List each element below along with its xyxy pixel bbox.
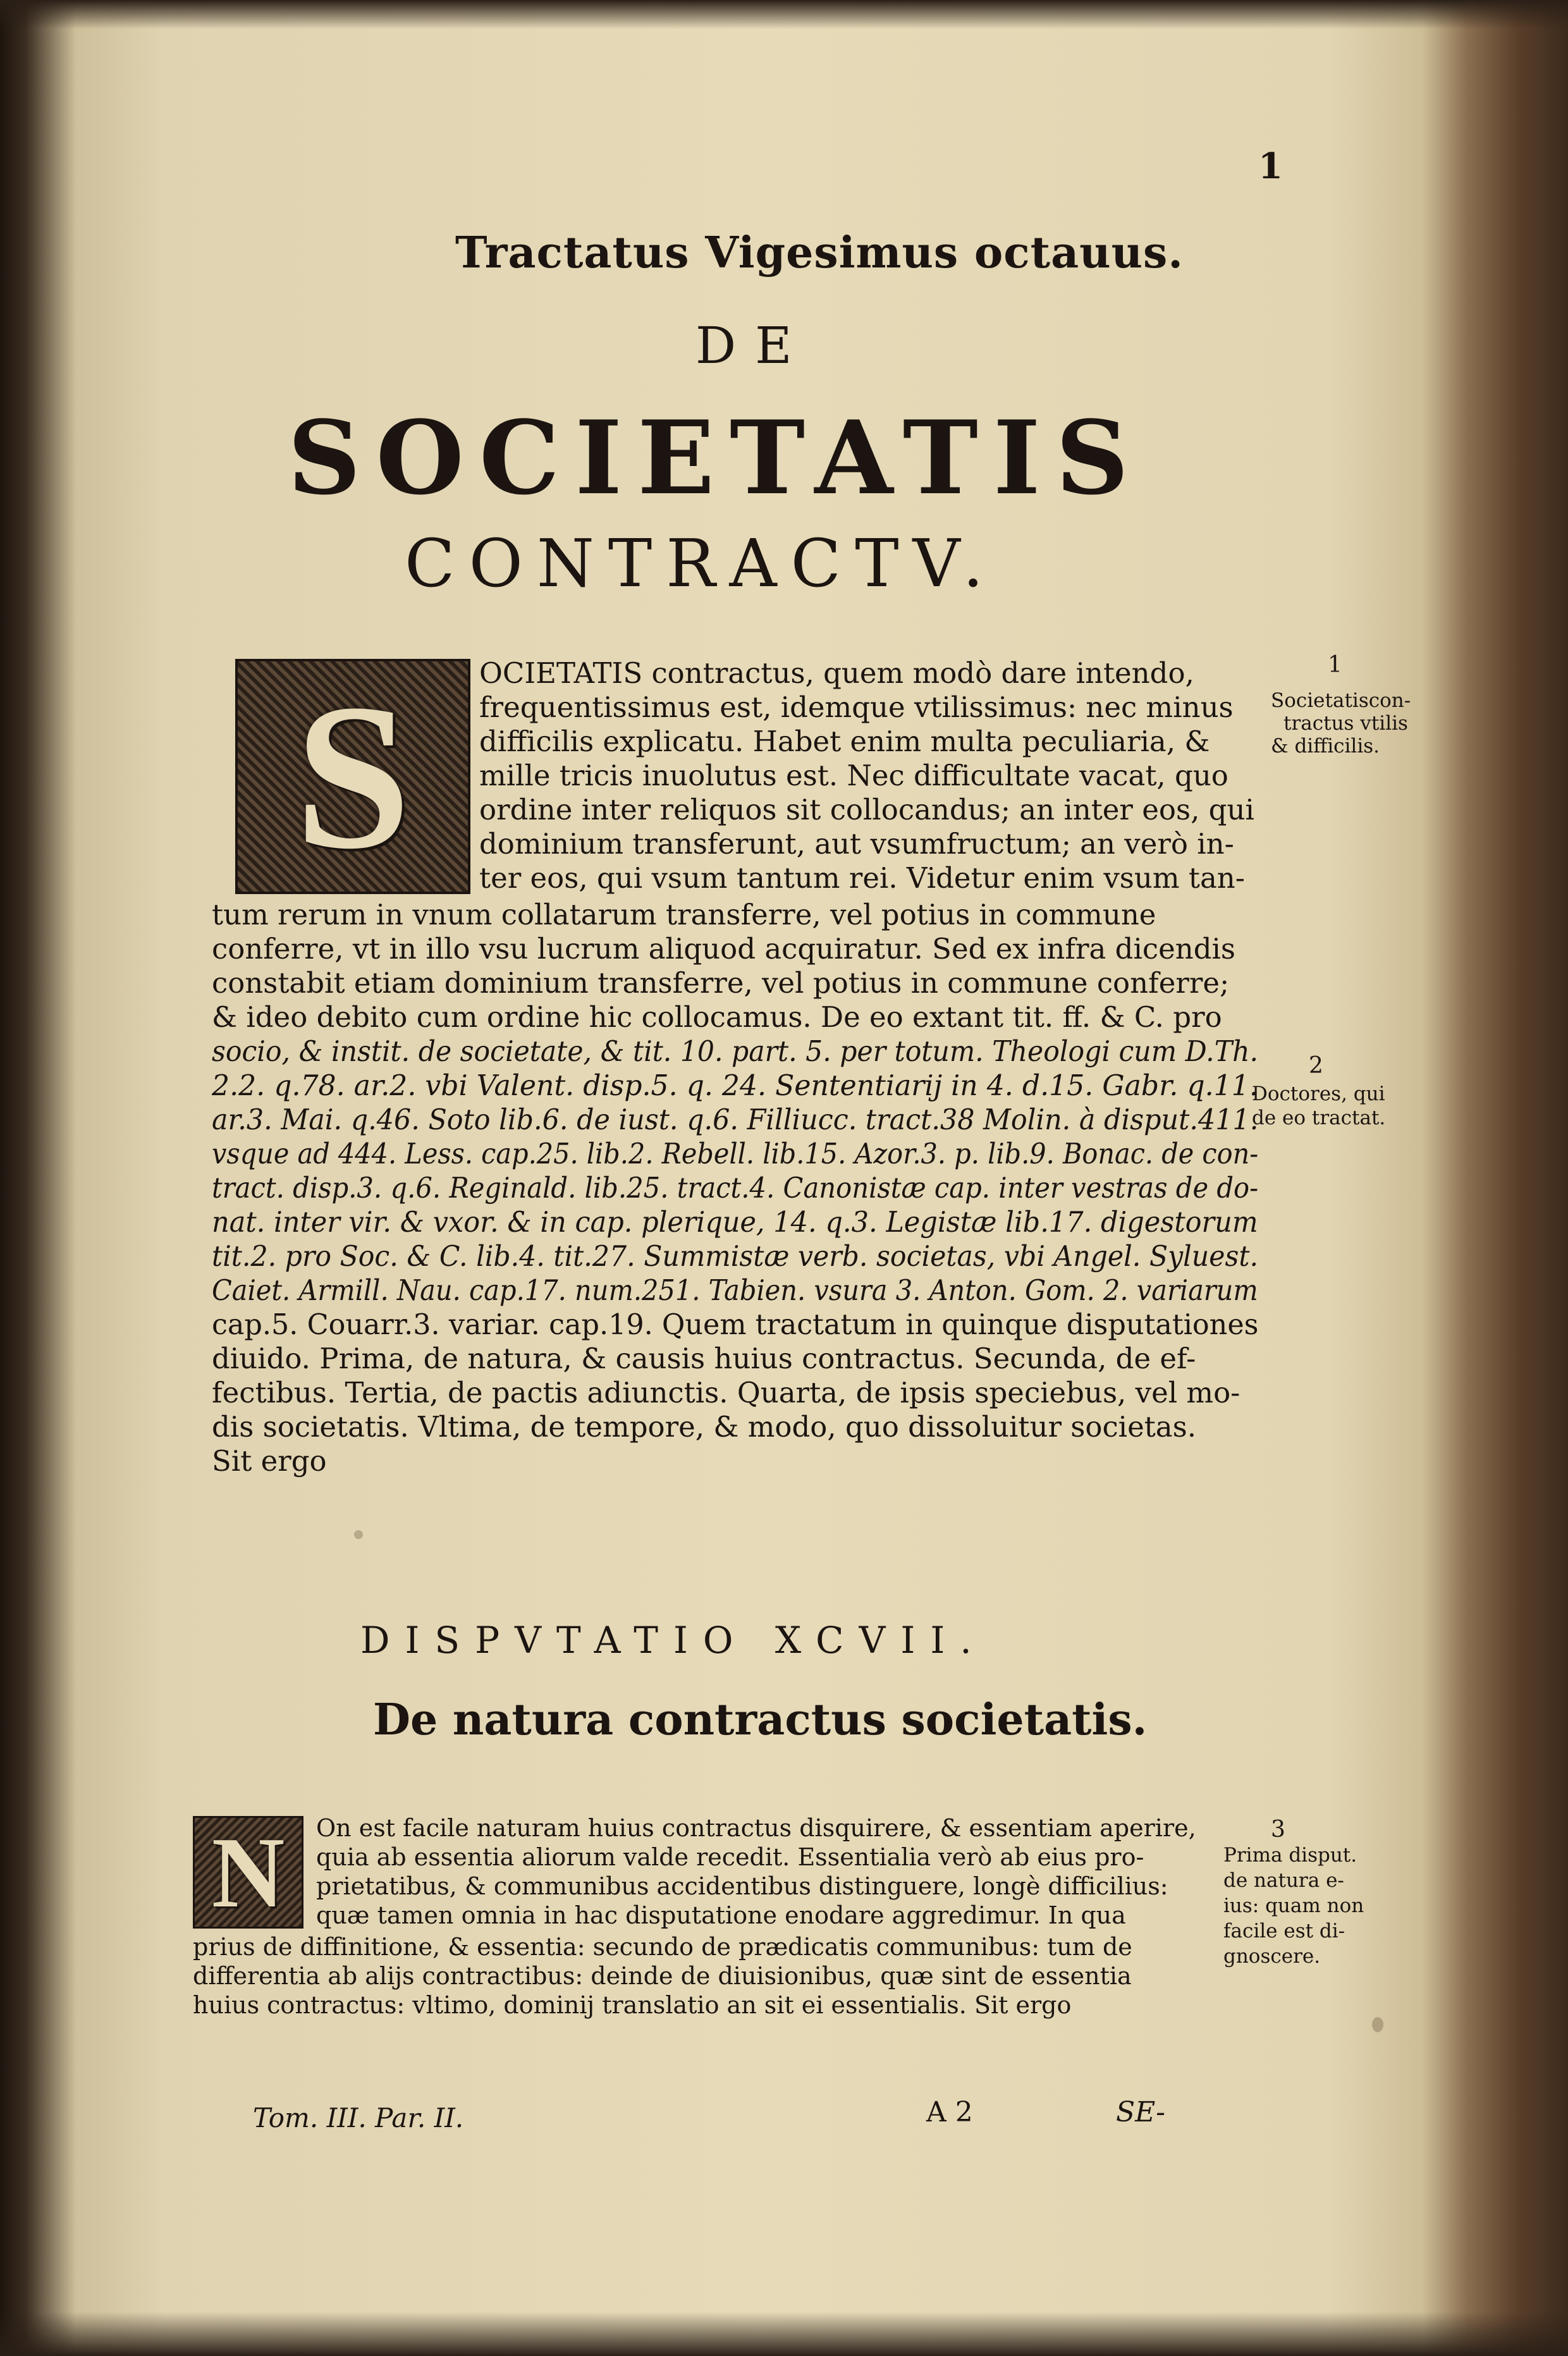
text-line: 2.2. q.78. ar.2. vbi Valent. disp.5. q. 24. Sententiarij in 4. d.15. Gabr. q.11. — [212, 1069, 1258, 1102]
disputatio-heading: DISPVTATIO XCVII. — [360, 1619, 987, 1662]
text-line: dis societatis. Vltima, de tempore, & modo, quo dissoluitur societas. — [212, 1410, 1197, 1444]
title-societatis: SOCIETATIS — [288, 398, 1144, 517]
text-line: vsque ad 444. Less. cap.25. lib.2. Rebell. lib.15. Azor.3. p. lib.9. Bonac. de con- — [212, 1137, 1259, 1170]
text-line: prietatibus, & communibus accidentibus distinguere, longè difficilius: — [316, 1872, 1168, 1900]
margin-note-number: 3 — [1271, 1817, 1285, 1843]
margin-note-line: de eo tractat. — [1252, 1107, 1386, 1129]
text-line: socio, & instit. de societate, & tit. 10. part. 5. per totum. Theologi cum D.Th. — [212, 1034, 1259, 1068]
margin-note-line: de natura e- — [1223, 1869, 1344, 1892]
text-line: mille tricis inuolutus est. Nec difficultate vacat, quo — [479, 759, 1228, 792]
text-line: difficilis explicatu. Habet enim multa peculiaria, & — [479, 725, 1210, 758]
footer-catchword: SE- — [1116, 2096, 1165, 2128]
footer-volume: Tom. III. Par. II. — [253, 2102, 464, 2133]
margin-note-line: Doctores, qui — [1252, 1083, 1385, 1105]
margin-note-line: facile est di- — [1223, 1920, 1345, 1942]
text-line: ar.3. Mai. q.46. Soto lib.6. de iust. q.6. Filliucc. tract.38 Molin. à disput.411. — [212, 1103, 1259, 1136]
dropcap2-letter: N — [211, 1815, 285, 1929]
text-line: On est facile naturam huius contractus disquirere, & essentiam aperire, — [316, 1814, 1196, 1842]
margin-note-line: Prima disput. — [1223, 1844, 1357, 1867]
text-line: tum rerum in vnum collatarum transferre, vel potius in commune — [212, 898, 1156, 931]
ink-spot — [354, 1530, 363, 1539]
margin-note-line: ius: quam non — [1223, 1894, 1364, 1917]
tractatus-title: Tractatus Vigesimus octauus. — [455, 228, 1184, 278]
text-line: nat. inter vir. & vxor. & in cap. plerique, 14. q.3. Legistæ lib.17. digestorum — [212, 1205, 1258, 1239]
margin-note-number: 2 — [1309, 1053, 1323, 1079]
margin-note-line: Societatiscon- — [1271, 689, 1411, 712]
title-contractu: CONTRACTV. — [405, 525, 998, 602]
text-line: ter eos, qui vsum tantum rei. Videtur enim vsum tan- — [479, 861, 1245, 895]
text-line: conferre, vt in illo vsu lucrum aliquod acquiratur. Sed ex infra dicendis — [212, 932, 1235, 966]
footer-signature: A 2 — [926, 2096, 973, 2128]
text-line: frequentissimus est, idemque vtilissimus: nec minus — [479, 690, 1234, 724]
text-line: cap.5. Couarr.3. variar. cap.19. Quem tractatum in quinque disputationes — [212, 1308, 1259, 1341]
ornamental-initial-n — [193, 1816, 303, 1929]
text-line: OCIETATIS contractus, quem modò dare intendo, — [479, 656, 1194, 690]
page-number: 1 — [1258, 145, 1283, 187]
page-bottom-shadow — [0, 2312, 1568, 2356]
text-line: quæ tamen omnia in hac disputatione enodare aggredimur. In qua — [316, 1901, 1126, 1929]
ink-spot — [1372, 2017, 1383, 2032]
ornamental-initial-s — [235, 659, 470, 894]
text-line: quia ab essentia aliorum valde recedit. Essentialia verò ab eius pro- — [316, 1843, 1144, 1871]
text-line: fectibus. Tertia, de pactis adiunctis. Quarta, de ipsis speciebus, vel mo- — [212, 1376, 1240, 1409]
margin-note-line: & difficilis. — [1271, 735, 1380, 758]
text-line: Sit ergo — [212, 1444, 327, 1478]
text-line: differentia ab alijs contractibus: deinde de diuisionibus, quæ sint de essentia — [193, 1962, 1132, 1990]
text-line: dominium transferunt, aut vsumfructum; an verò in- — [479, 827, 1234, 861]
margin-note-line: tractus vtilis — [1283, 712, 1408, 735]
margin-note-number: 1 — [1328, 652, 1342, 678]
text-line: tit.2. pro Soc. & C. lib.4. tit.27. Summistæ verb. societas, vbi Angel. Syluest. — [212, 1239, 1259, 1273]
text-line: diuido. Prima, de natura, & causis huius contractus. Secunda, de ef- — [212, 1342, 1196, 1375]
page-top-shadow — [0, 0, 1568, 29]
dropcap-letter: S — [295, 661, 411, 892]
text-line: & ideo debito cum ordine hic collocamus. De eo extant tit. ff. & C. pro — [212, 1000, 1222, 1034]
text-line: tract. disp.3. q.6. Reginald. lib.25. tract.4. Canonistæ cap. inter vestras de do- — [212, 1171, 1259, 1205]
text-line: prius de diffinitione, & essentia: secundo de prædicatis communibus: tum de — [193, 1933, 1132, 1961]
text-line: ordine inter reliquos sit collocandus; an inter eos, qui — [479, 793, 1254, 826]
title-de: DE — [695, 316, 811, 375]
text-line: Caiet. Armill. Nau. cap.17. num.251. Tabien. vsura 3. Anton. Gom. 2. variarum — [212, 1273, 1258, 1307]
margin-note-line: gnoscere. — [1223, 1945, 1321, 1968]
disputatio-subheading: De natura contractus societatis. — [373, 1695, 1148, 1745]
text-line: constabit etiam dominium transferre, vel potius in commune conferre; — [212, 966, 1230, 1000]
text-line: huius contractus: vltimo, dominij translatio an sit ei essentialis. Sit ergo — [193, 1991, 1072, 2019]
